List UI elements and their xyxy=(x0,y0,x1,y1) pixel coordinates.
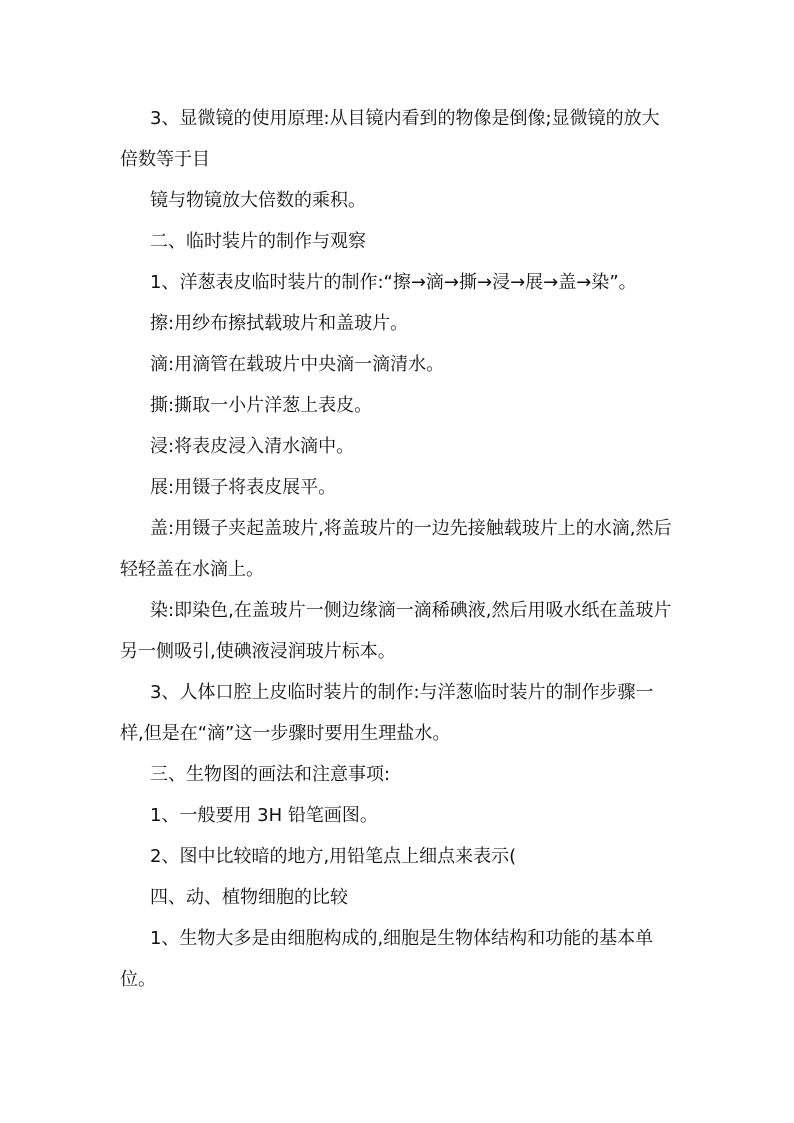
section-heading-drawing: 三、生物图的画法和注意事项: xyxy=(150,764,391,785)
paragraph-cell-basic-unit: 1、生物大多是由细胞构成的,细胞是生物体结构和功能的基本单位。 xyxy=(120,928,654,990)
paragraph-microscope-principle-cont: 镜与物镜放大倍数的乘积。 xyxy=(150,190,366,211)
paragraph-step-soak: 浸:将表皮浸入清水滴中。 xyxy=(150,436,355,457)
paragraph-step-spread: 展:用镊子将表皮展平。 xyxy=(150,477,337,498)
paragraph-drawing-pencil: 1、一般要用 3H 铅笔画图。 xyxy=(150,805,378,826)
paragraph-onion-slide-steps: 1、洋葱表皮临时装片的制作:“擦→滴→撕→浸→展→盖→染”。 xyxy=(150,272,637,293)
paragraph-microscope-principle: 3、显微镜的使用原理:从目镜内看到的物像是倒像;显微镜的放大倍数等于目 xyxy=(120,108,660,170)
paragraph-step-tear: 撕:撕取一小片洋葱上表皮。 xyxy=(150,395,373,416)
paragraph-step-wipe: 擦:用纱布擦拭载玻片和盖玻片。 xyxy=(150,313,409,334)
paragraph-step-drop: 滴:用滴管在载玻片中央滴一滴清水。 xyxy=(150,354,445,375)
document-body xyxy=(120,98,676,1000)
paragraph-step-cover: 盖:用镊子夹起盖玻片,将盖玻片的一边先接触载玻片上的水滴,然后轻轻盖在水滴上。 xyxy=(120,518,672,580)
paragraph-step-stain: 染:即染色,在盖玻片一侧边缘滴一滴稀碘液,然后用吸水纸在盖玻片另一侧吸引,使碘液浸润玻片标本。 xyxy=(120,600,672,662)
section-heading-temporary-slides: 二、临时装片的制作与观察 xyxy=(150,231,366,252)
paragraph-drawing-shading: 2、图中比较暗的地方,用铅笔点上细点来表示( xyxy=(150,846,517,867)
section-heading-cell-comparison: 四、动、植物细胞的比较 xyxy=(150,887,348,908)
paragraph-cheek-cell-slide: 3、人体口腔上皮临时装片的制作:与洋葱临时装片的制作步骤一样,但是在“滴”这一步骤时要用生理盐水。 xyxy=(120,682,654,744)
